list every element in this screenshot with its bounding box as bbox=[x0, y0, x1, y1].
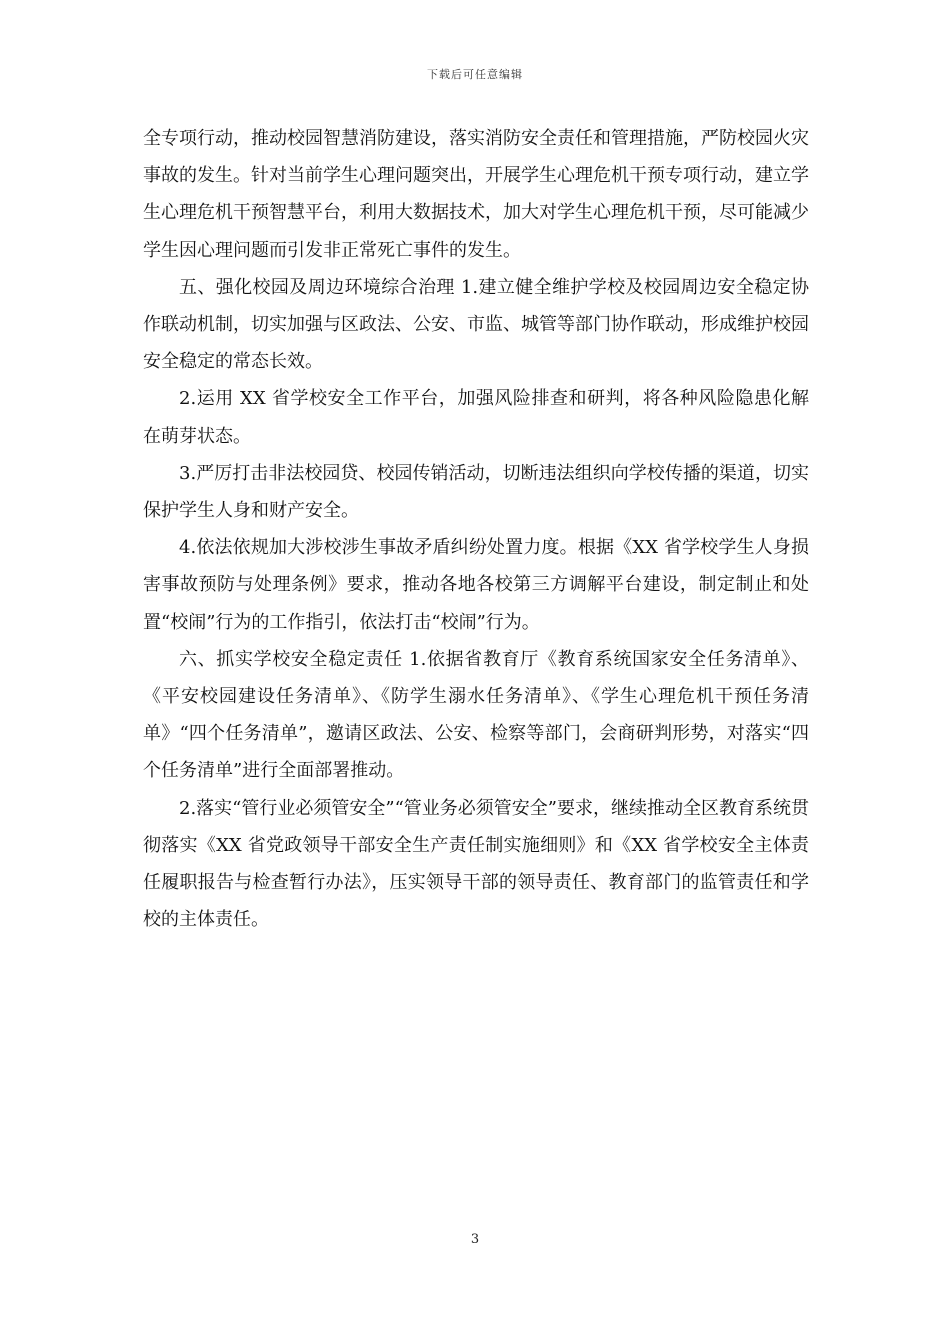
paragraph-section-five: 五、强化校园及周边环境综合治理 1.建立健全维护学校及校园周边安全稳定协作联动机制，切实加强与区政法、公安、市监、城管等部门协作联动，形成维护校园安全稳定的常态长效。 bbox=[143, 276, 809, 373]
paragraph-item-4: 4.依法依规加大涉校涉生事故矛盾纠纷处置力度。根据《XX 省学校学生人身损害事故预防与处理条例》要求，推动各地各校第三方调解平台建设，制定制止和处置“校闹”行为的工作指引，依法打击“校闹”行为。 bbox=[143, 537, 809, 633]
paragraph-section-six: 六、抓实学校安全稳定责任 1.依据省教育厅《教育系统国家安全任务清单》、《平安校园建设任务清单》、《防学生溺水任务清单》、《学生心理危机干预任务清单》“四个任务清单”，邀请区政法、公安、检察等部门，会商研判形势，对落实“四个任务清单”进行全面部署推动。 bbox=[143, 648, 809, 782]
document-body bbox=[143, 120, 809, 938]
paragraph-item-2: 2.运用 XX 省学校安全工作平台，加强风险排查和研判，将各种风险隐患化解在萌芽状态。 bbox=[143, 388, 809, 447]
paragraph-fire-safety-continuation: 全专项行动，推动校园智慧消防建设，落实消防安全责任和管理措施，严防校园火灾事故的发生。针对当前学生心理问题突出，开展学生心理危机干预专项行动，建立学生心理危机干预智慧平台，利用大数据技术，加大对学生心理危机干预，尽可能减少学生因心理问题而引发非正常死亡事件的发生。 bbox=[143, 128, 809, 261]
page-number: 3 bbox=[470, 1232, 480, 1247]
header-note: 下载后可任意编辑 bbox=[427, 68, 523, 81]
paragraph-section-six-item-2: 2.落实“管行业必须管安全”“管业务必须管安全”要求，继续推动全区教育系统贯彻落实《XX 省党政领导干部安全生产责任制实施细则》和《XX 省学校安全主体责任履职报告与检查暂行办法》，压实领导干部的领导责任、教育部门的监管责任和学校的主体责任。 bbox=[143, 797, 809, 931]
paragraph-item-3: 3.严厉打击非法校园贷、校园传销活动，切断违法组织向学校传播的渠道，切实保护学生人身和财产安全。 bbox=[143, 462, 809, 522]
